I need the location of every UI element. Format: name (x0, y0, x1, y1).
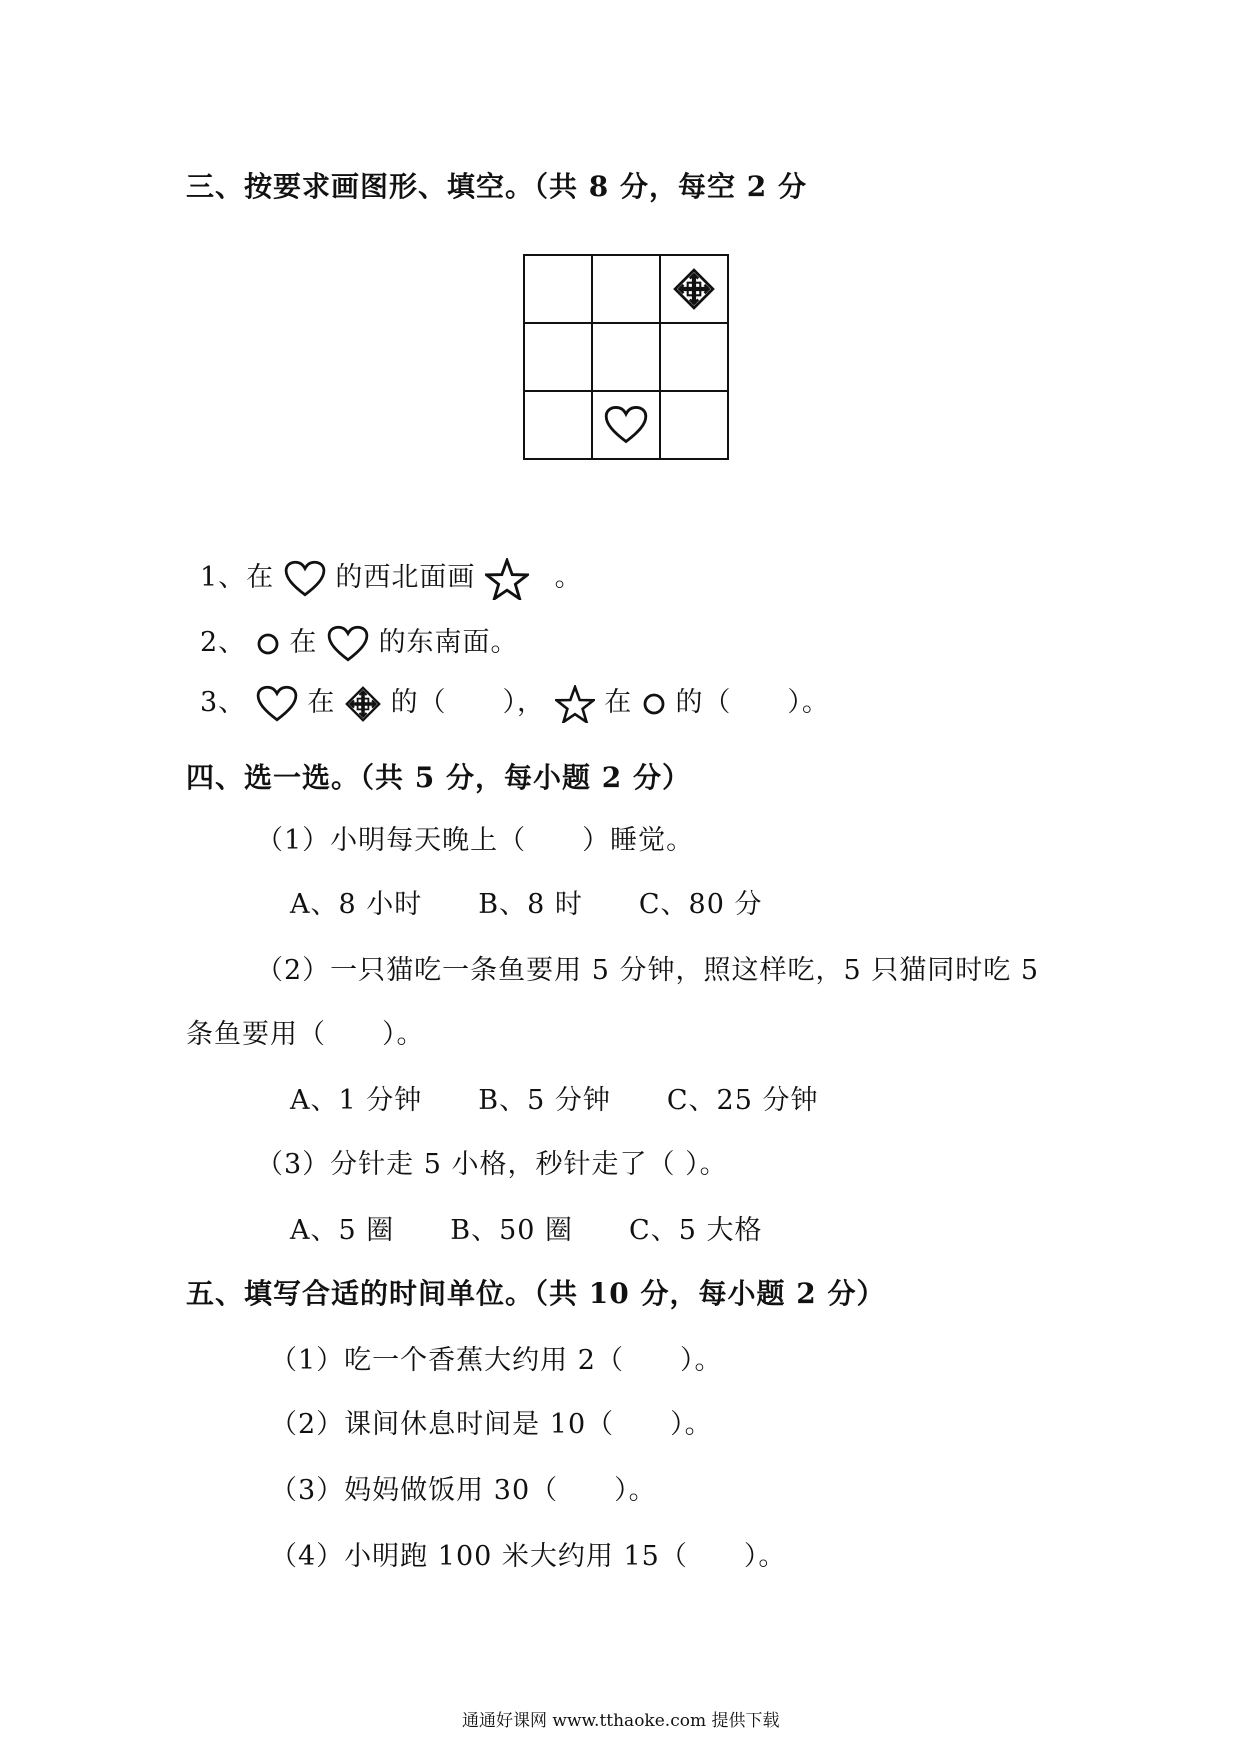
section5-item: （1）吃一个香蕉大约用 2（ ）。 (270, 1345, 723, 1376)
heart-icon (604, 405, 648, 445)
q3-text-a: 在 (307, 687, 336, 718)
position-grid (523, 254, 729, 460)
star-icon (555, 685, 595, 723)
section4-question-2-options: A、1 分钟 B、5 分钟 C、25 分钟 (290, 1085, 819, 1116)
q2-text-start: 2、 (200, 627, 247, 658)
cross-compass-icon (673, 268, 715, 310)
q3-text-c: 在 (604, 687, 633, 718)
section4-question-2-line1: （2）一只猫吃一条鱼要用 5 分钟，照这样吃，5 只猫同时吃 5 (256, 955, 1040, 986)
section5-item: （3）妈妈做饭用 30（ ）。 (270, 1475, 657, 1506)
grid-cell (592, 391, 660, 459)
section4-question-3-options: A、5 圈 B、50 圈 C、5 大格 (290, 1215, 763, 1246)
circle-icon (642, 692, 666, 716)
q3-text-b: 的（ ）， (390, 687, 546, 718)
circle-icon (256, 632, 280, 656)
q1-text-end: 。 (554, 562, 583, 593)
grid-cell (592, 255, 660, 323)
q2-text-end: 的东南面。 (378, 627, 519, 658)
grid-cell (660, 391, 728, 459)
footer-credit: 通通好课网 www.tthaoke.com 提供下载 (462, 1711, 780, 1731)
section5-heading: 五、填写合适的时间单位。（共 10 分，每小题 2 分） (186, 1277, 886, 1310)
section4-heading: 四、选一选。（共 5 分，每小题 2 分） (186, 761, 691, 794)
q1-text-mid: 的西北面画 (335, 562, 476, 593)
section3-question-1 (200, 555, 583, 600)
heart-icon (256, 685, 298, 723)
grid-cell (524, 391, 592, 459)
cross-compass-icon (345, 686, 381, 722)
q1-text-start: 1、在 (200, 562, 275, 593)
grid-cell (660, 323, 728, 391)
section4-question-1: （1）小明每天晚上（ ）睡觉。 (256, 825, 695, 856)
heart-icon (284, 560, 326, 598)
grid-cell (524, 323, 592, 391)
q3-text-start: 3、 (200, 687, 247, 718)
section5-item: （4）小明跑 100 米大约用 15（ ）。 (270, 1541, 787, 1572)
q2-text-mid: 在 (289, 627, 318, 658)
grid-cell (524, 255, 592, 323)
section3-heading: 三、按要求画图形、填空。（共 8 分，每空 2 分 (186, 170, 807, 203)
section4-question-3: （3）分针走 5 小格，秒针走了（ ）。 (256, 1149, 728, 1180)
section4-question-2-line2: 条鱼要用（ ）。 (186, 1019, 425, 1050)
section4-question-1-options: A、8 小时 B、8 时 C、80 分 (290, 889, 763, 920)
heart-icon (327, 625, 369, 663)
grid-cell (660, 255, 728, 323)
section3-question-3 (200, 680, 830, 723)
grid-cell (592, 323, 660, 391)
section3-question-2 (200, 620, 519, 663)
star-icon (485, 558, 529, 600)
section5-item: （2）课间休息时间是 10（ ）。 (270, 1409, 713, 1440)
q3-text-d: 的（ ）。 (675, 687, 830, 718)
